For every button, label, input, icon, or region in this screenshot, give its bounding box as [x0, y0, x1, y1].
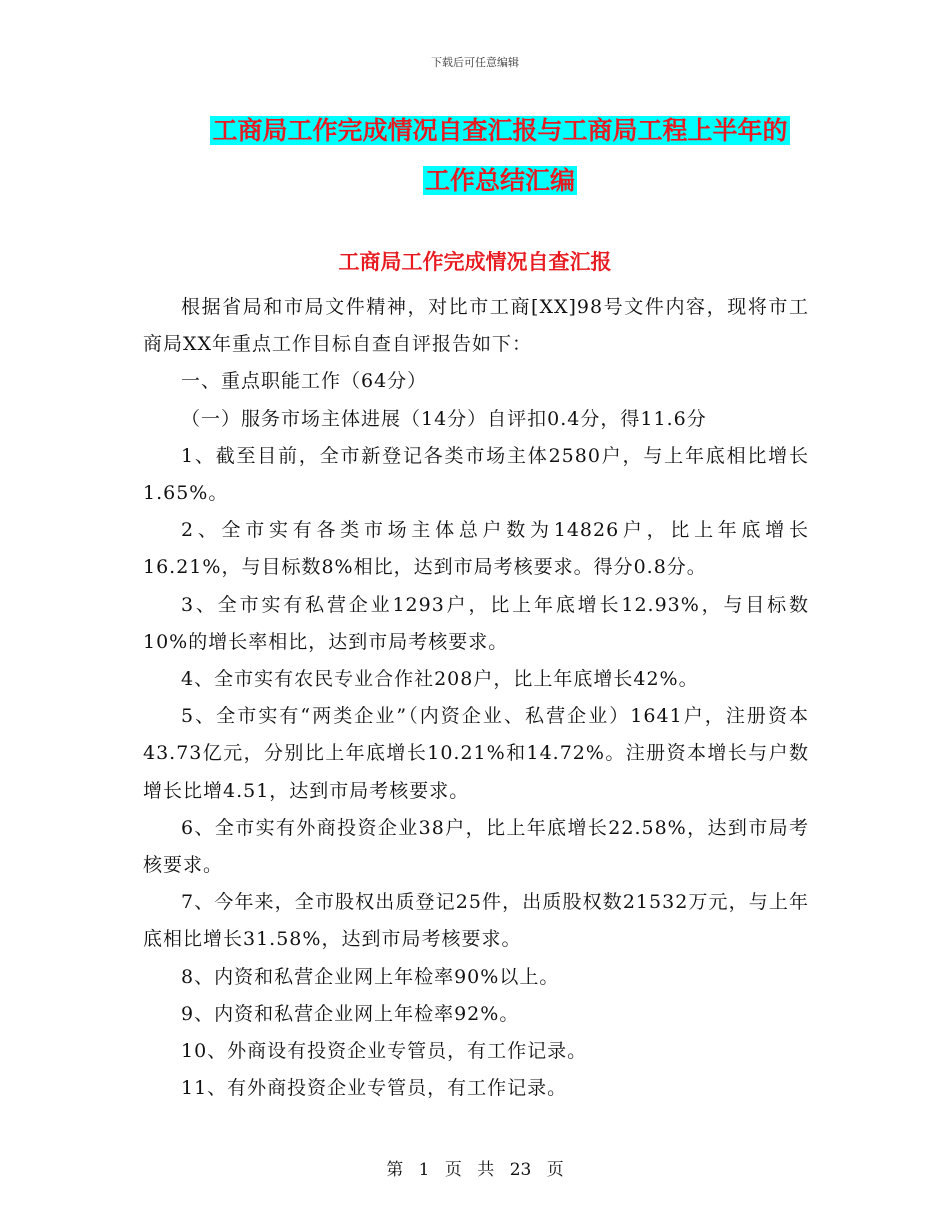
footer-suffix: 页: [546, 1160, 564, 1180]
paragraph-item-4: 4、全市实有农民专业合作社208户，比上年底增长42%。: [181, 668, 699, 691]
header-note: 下载后可任意编辑: [431, 56, 519, 69]
paragraph-item-1: 1、截至目前，全市新登记各类市场主体2580户，与上年底相比增长1.65%。: [143, 444, 809, 505]
paragraph-item-10: 10、外商设有投资企业专管员，有工作记录。: [181, 1040, 588, 1063]
paragraph-heading-1: 一、重点职能工作（64分）: [181, 370, 428, 393]
paragraph-subheading-1: （一）服务市场主体进展（14分）自评扣0.4分，得11.6分: [181, 407, 707, 430]
paragraph-item-11: 11、有外商投资企业专管员，有工作记录。: [181, 1077, 568, 1100]
page-footer: [0, 1155, 950, 1180]
footer-prefix: 第: [386, 1160, 404, 1180]
paragraph-intro: 根据省局和市局文件精神，对比市工商[XX]98号文件内容，现将市工商局XX年重点工作目标自查自评报告如下：: [143, 296, 809, 356]
footer-current-page: 1: [418, 1160, 430, 1180]
document-title-line-2: 工作总结汇编: [424, 166, 575, 195]
document-title: [140, 106, 860, 206]
section-title: 工商局工作完成情况自查汇报: [338, 250, 612, 274]
paragraph-item-3: 3、全市实有私营企业1293户，比上年底增长12.93%，与目标数10%的增长率相比，达到市局考核要求。: [143, 593, 809, 653]
paragraph-item-7: 7、今年来，全市股权出质登记25件，出质股权数21532万元，与上年底相比增长31.58%，达到市局考核要求。: [143, 891, 809, 951]
document-title-line-1: 工商局工作完成情况自查汇报与工商局工程上半年的: [212, 116, 788, 145]
paragraph-item-2: 2、全市实有各类市场主体总户数为14826户，比上年底增长16.21%，与目标数8%相比，达到市局考核要求。得分0.8分。: [143, 519, 809, 579]
footer-total-pages: 23: [509, 1160, 532, 1180]
paragraph-item-9: 9、内资和私营企业网上年检率92%。: [181, 1002, 520, 1025]
document-body: [143, 289, 809, 1107]
paragraph-item-5: 5、全市实有“两类企业”（内资企业、私营企业）1641户，注册资本43.73亿元，分别比上年底增长10.21%和14.72%。注册资本增长与户数增长比增4.51，达到市局考核要求。: [143, 705, 809, 802]
paragraph-item-8: 8、内资和私营企业网上年检率90%以上。: [181, 965, 560, 988]
footer-page-word: 页: [444, 1160, 462, 1180]
paragraph-item-6: 6、全市实有外商投资企业38户，比上年底增长22.58%，达到市局考核要求。: [143, 816, 809, 877]
footer-total-word: 共: [477, 1160, 495, 1180]
